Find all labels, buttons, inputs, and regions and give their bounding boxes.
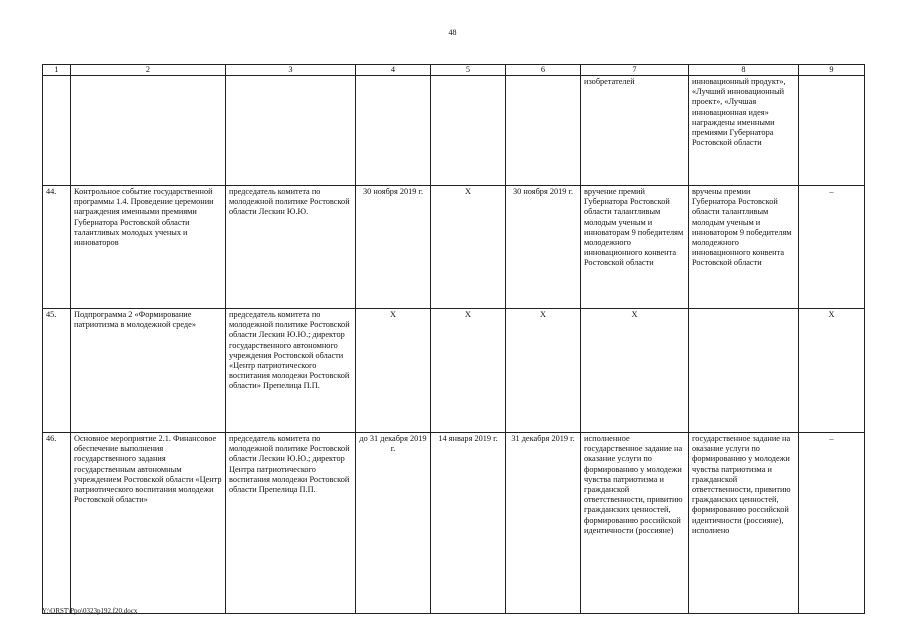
actual-start-date [431,76,506,186]
actual-end-date: 30 ноября 2019 г. [506,186,581,309]
row-number: 46. [43,433,71,614]
planned-date: до 31 декабря 2019 г. [356,433,431,614]
column-number: 7 [581,65,689,76]
problems-note: – [799,186,865,309]
planned-result: вручение премий Губернатора Ростовской области талантливым молодым ученым и инноваторам 9 победителям молодежного инновационного конвента Ростовской области [581,186,689,309]
actual-result: инновационный продукт», «Лучший инновационный проект», «Лучшая инновационная идея» награждены именными премиями Губернатора Ростовской области [689,76,799,186]
row-number: 44. [43,186,71,309]
responsible-person: председатель комитета по молодежной политике Ростовской области Лескин Ю.Ю. [226,186,356,309]
table-row-46 [43,433,865,614]
actual-end-date: 31 декабря 2019 г. [506,433,581,614]
problems-note: X [799,309,865,433]
problems-note [799,76,865,186]
actual-result [689,309,799,433]
file-path-footer: Y:\ORST\Ppo\0323p192.f20.docx [42,607,138,615]
column-number-row [43,65,865,76]
column-number: 9 [799,65,865,76]
row-number: 45. [43,309,71,433]
actual-start-date: 14 января 2019 г. [431,433,506,614]
planned-date [356,76,431,186]
table-row-44 [43,186,865,309]
problems-note: – [799,433,865,614]
responsible-person [226,76,356,186]
planned-date: X [356,309,431,433]
column-number: 3 [226,65,356,76]
table-row-45 [43,309,865,433]
row-number [43,76,71,186]
planned-result: исполненное государственное задание на оказание услуги по формированию у молодежи чувства патриотизма и гражданской ответственности, привитию гражданских ценностей, формированию российской идентичности (россияне) [581,433,689,614]
planned-result: изобретателей [581,76,689,186]
column-number: 2 [71,65,226,76]
column-number: 8 [689,65,799,76]
actual-result: государственное задание на оказание услуги по формированию у молодежи чувства патриотизма и гражданской ответственности, привитию гражданских ценностей, формированию российской идентичности (россияне), исполнено [689,433,799,614]
actual-result: вручены премии Губернатора Ростовской области талантливым молодым ученым и инноватором 9 победителям молодежного инновационного конвента Ростовской области [689,186,799,309]
page-number: 48 [448,28,457,37]
column-number: 6 [506,65,581,76]
planned-date: 30 ноября 2019 г. [356,186,431,309]
responsible-person: председатель комитета по молодежной политике Ростовской области Лескин Ю.Ю.; директор государственного автономного учреждения Ростовской области «Центр патриотического воспитания молодежи Ростовской области» Препелица П.П. [226,309,356,433]
event-name: Контрольное событие государственной программы 1.4. Проведение церемонии награждения именными премиями Губернатора Ростовской области талантливых молодых ученых и инноваторов [71,186,226,309]
actual-start-date: X [431,186,506,309]
responsible-person: председатель комитета по молодежной политике Ростовской области Лескин Ю.Ю.; директор Центра патриотического воспитания молодежи Ростовской области Препелица П.П. [226,433,356,614]
table-row-continued [43,76,865,186]
actual-end-date: X [506,309,581,433]
column-number: 1 [43,65,71,76]
actual-start-date: X [431,309,506,433]
report-table [42,64,865,614]
event-name: Основное мероприятие 2.1. Финансовое обеспечение выполнения государственного задания государственным автономным учреждением Ростовской области «Центр патриотического воспитания молодежи Ростовской области» [71,433,226,614]
actual-end-date [506,76,581,186]
event-name [71,76,226,186]
event-name: Подпрограмма 2 «Формирование патриотизма в молодежной среде» [71,309,226,433]
column-number: 4 [356,65,431,76]
column-number: 5 [431,65,506,76]
planned-result: X [581,309,689,433]
